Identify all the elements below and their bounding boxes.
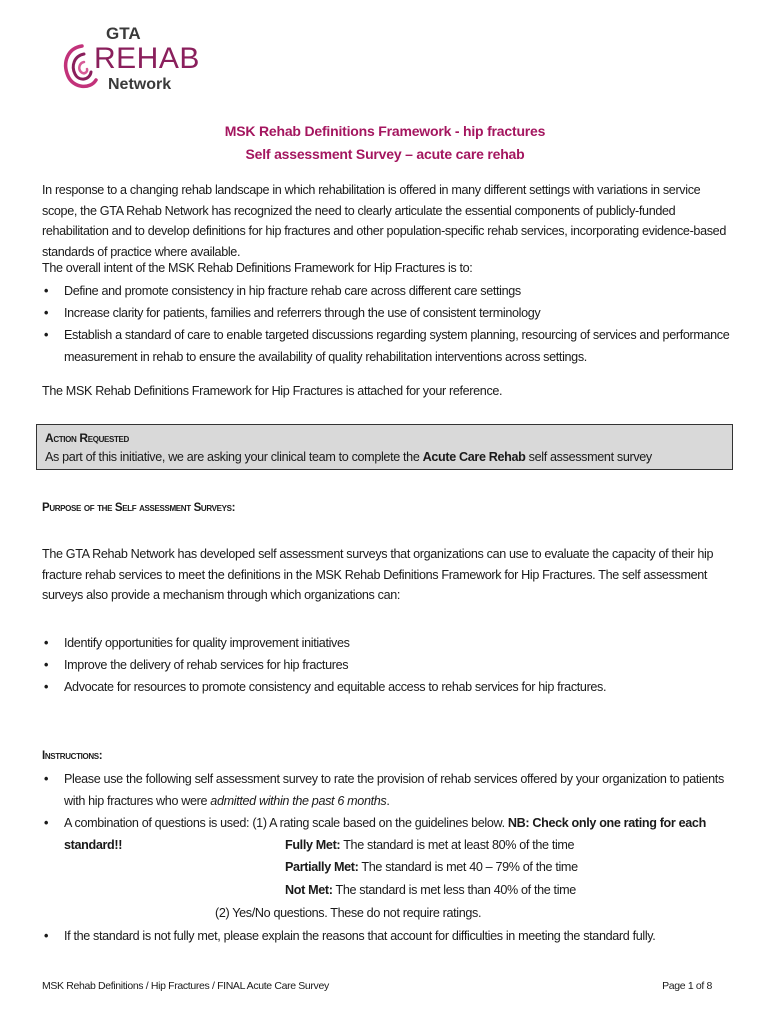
instruction-italic: admitted within the past 6 months [210, 794, 387, 808]
rating-label: Partially Met: [285, 860, 359, 874]
rating-text: The standard is met less than 40% of the time [332, 883, 576, 897]
list-item: • Advocate for resources to promote consistency and equitable access to rehab services for hip fractures. [42, 676, 732, 698]
intro-paragraph: In response to a changing rehab landscape in which rehabilitation is offered in many different settings with variations in service scope, the GTA Rehab Network has recognized the need to clearly articulate the essential components of publicly-funded rehabilitation and to develop definitions for hip fractures and other population-specific rehab services, incorporating evidence-based standards of practice where available. [42, 183, 726, 259]
purpose-paragraph: The GTA Rehab Network has developed self assessment surveys that organizations can use to evaluate the capacity of their hip fracture rehab services to meet the definitions in the MSK Rehab Definitions Framework for Hip Fractures. The self assessment surveys also provide a mechanism through which organizations can: [42, 547, 714, 602]
instructions-list-end [42, 925, 732, 947]
instruction-text: Please use the following self assessment survey to rate the provision of rehab services offered by your organization to patients with hip fractures who were [64, 772, 724, 808]
action-requested-text [45, 450, 725, 464]
purpose-list [42, 632, 732, 698]
list-item: • Improve the delivery of rehab services for hip fractures [42, 654, 732, 676]
action-requested-box [36, 424, 733, 470]
rating-text: The standard is met 40 – 79% of the time [358, 860, 578, 874]
rating-label: Not Met: [285, 883, 333, 897]
rating-label: Fully Met: [285, 838, 341, 852]
attached-note: The MSK Rehab Definitions Framework for Hip Fractures is attached for your reference. [42, 384, 503, 398]
instructions-heading: Instructions: [42, 750, 103, 762]
document-subtitle: Self assessment Survey – acute care rehab [245, 146, 525, 162]
list-item [42, 768, 732, 812]
document-title: MSK Rehab Definitions Framework - hip fractures [224, 123, 546, 139]
footer-document-name: MSK Rehab Definitions / Hip Fractures / FINAL Acute Care Survey [42, 980, 329, 992]
list-item: • Increase clarity for patients, families and referrers through the use of consistent terminology [42, 302, 732, 324]
footer-page-number: Page 1 of 8 [662, 980, 712, 992]
action-text-bold: Acute Care Rehab [422, 450, 526, 464]
logo-text-network: Network [108, 76, 172, 93]
instruction-bold: NB: Check only one rating for each standard!! [64, 816, 706, 852]
purpose-heading: Purpose of the Self assessment Surveys: [42, 502, 236, 514]
action-text-part: As part of this initiative, we are asking your clinical team to complete the [45, 450, 423, 464]
action-text-part: self assessment survey [525, 450, 652, 464]
rating-fully-met [285, 834, 574, 856]
rating-partially-met [285, 856, 578, 878]
list-item: • Define and promote consistency in hip fracture rehab care across different care settings [42, 280, 732, 302]
logo-text-rehab: REHAB [94, 42, 200, 75]
rating-not-met [285, 879, 576, 901]
yes-no-note: (2) Yes/No questions. These do not require ratings. [215, 906, 482, 920]
list-item: • Identify opportunities for quality improvement initiatives [42, 632, 732, 654]
intent-list [42, 280, 732, 368]
list-item: • Establish a standard of care to enable targeted discussions regarding system planning, resourcing of services and performance measurement in rehab to ensure the availability of quality rehabilitation interventions across settings. [42, 324, 732, 368]
instruction-text: . [386, 794, 390, 808]
instruction-text: A combination of questions is used: (1) A rating scale based on the guidelines below. [64, 816, 508, 830]
intent-lead: The overall intent of the MSK Rehab Definitions Framework for Hip Fractures is to: [42, 261, 473, 275]
rating-text: The standard is met at least 80% of the time [340, 838, 575, 852]
action-requested-heading: Action Requested [45, 431, 129, 445]
logo-text-gta: GTA [106, 24, 141, 43]
list-item: • If the standard is not fully met, please explain the reasons that account for difficulties in meeting the standard fully. [42, 925, 732, 947]
gta-rehab-network-logo [54, 20, 200, 100]
